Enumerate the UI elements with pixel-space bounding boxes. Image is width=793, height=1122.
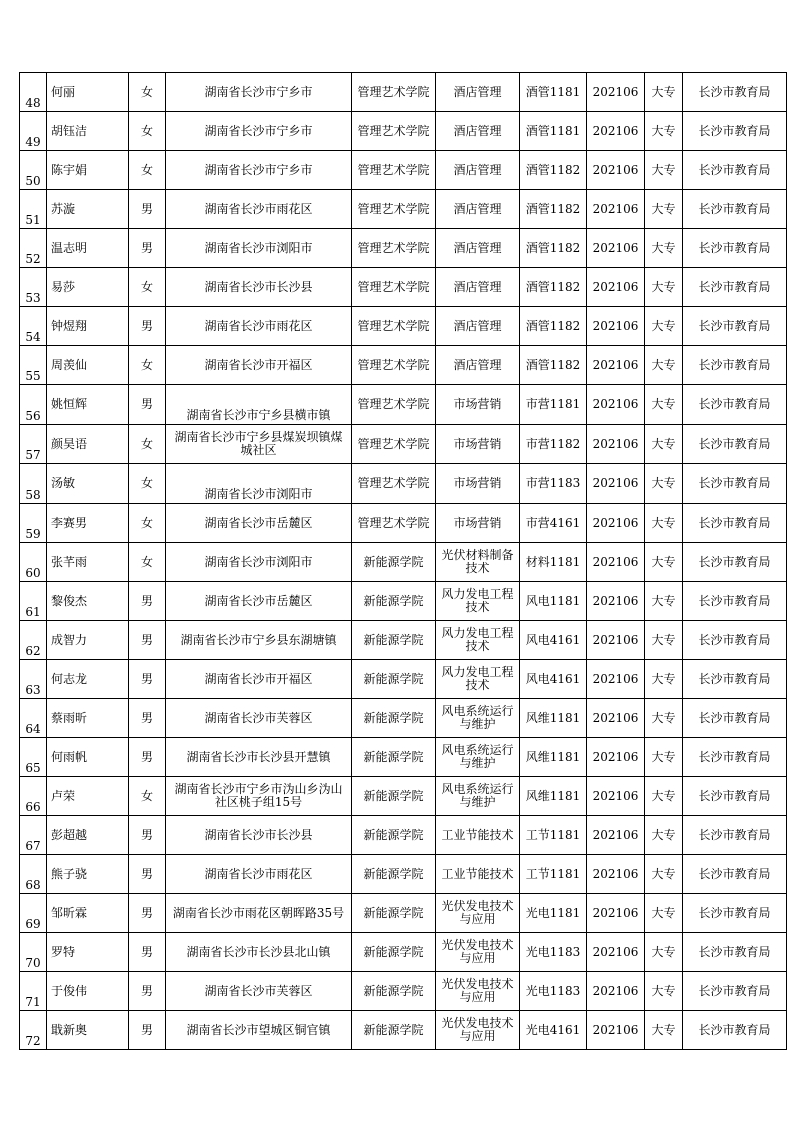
class-code-cell: 市营1182 xyxy=(520,425,587,464)
student-name-cell: 黎俊杰 xyxy=(47,582,129,621)
college-cell: 新能源学院 xyxy=(352,777,436,816)
college-cell: 管理艺术学院 xyxy=(352,385,436,425)
graduation-date-cell: 202106 xyxy=(587,777,645,816)
major-cell: 风力发电工程技术 xyxy=(436,582,520,621)
table-row xyxy=(20,151,787,190)
gender-cell: 男 xyxy=(129,855,166,894)
graduation-date-cell: 202106 xyxy=(587,933,645,972)
destination-cell: 长沙市教育局 xyxy=(683,972,787,1011)
gender-cell: 女 xyxy=(129,151,166,190)
major-cell: 酒店管理 xyxy=(436,73,520,112)
education-level-cell: 大专 xyxy=(645,933,683,972)
destination-cell: 长沙市教育局 xyxy=(683,268,787,307)
destination-cell: 长沙市教育局 xyxy=(683,464,787,504)
home-address-cell: 湖南省长沙市望城区铜官镇 xyxy=(166,1011,352,1050)
student-name-cell: 罗特 xyxy=(47,933,129,972)
student-name-cell: 姚恒辉 xyxy=(47,385,129,425)
table-row xyxy=(20,1011,787,1050)
row-number-cell: 49 xyxy=(20,112,47,151)
student-name-cell: 彭超越 xyxy=(47,816,129,855)
gender-cell: 男 xyxy=(129,582,166,621)
major-cell: 酒店管理 xyxy=(436,229,520,268)
major-cell: 光伏发电技术与应用 xyxy=(436,1011,520,1050)
gender-cell: 女 xyxy=(129,268,166,307)
gender-cell: 男 xyxy=(129,621,166,660)
college-cell: 管理艺术学院 xyxy=(352,346,436,385)
education-level-cell: 大专 xyxy=(645,464,683,504)
major-cell: 酒店管理 xyxy=(436,151,520,190)
major-cell: 酒店管理 xyxy=(436,190,520,229)
graduation-date-cell: 202106 xyxy=(587,816,645,855)
graduation-date-cell: 202106 xyxy=(587,190,645,229)
gender-cell: 男 xyxy=(129,933,166,972)
home-address-cell: 湖南省长沙市宁乡市 xyxy=(166,151,352,190)
student-name-cell: 易莎 xyxy=(47,268,129,307)
destination-cell: 长沙市教育局 xyxy=(683,151,787,190)
class-code-cell: 光电4161 xyxy=(520,1011,587,1050)
education-level-cell: 大专 xyxy=(645,894,683,933)
row-number-cell: 48 xyxy=(20,73,47,112)
education-level-cell: 大专 xyxy=(645,307,683,346)
row-number-cell: 64 xyxy=(20,699,47,738)
table-row xyxy=(20,894,787,933)
college-cell: 管理艺术学院 xyxy=(352,73,436,112)
table-row xyxy=(20,425,787,464)
gender-cell: 女 xyxy=(129,112,166,151)
class-code-cell: 风电4161 xyxy=(520,660,587,699)
destination-cell: 长沙市教育局 xyxy=(683,738,787,777)
home-address-cell: 湖南省长沙市浏阳市 xyxy=(166,543,352,582)
education-level-cell: 大专 xyxy=(645,543,683,582)
destination-cell: 长沙市教育局 xyxy=(683,1011,787,1050)
graduation-date-cell: 202106 xyxy=(587,268,645,307)
college-cell: 新能源学院 xyxy=(352,816,436,855)
gender-cell: 女 xyxy=(129,425,166,464)
education-level-cell: 大专 xyxy=(645,660,683,699)
major-cell: 风电系统运行与维护 xyxy=(436,738,520,777)
gender-cell: 男 xyxy=(129,1011,166,1050)
major-cell: 市场营销 xyxy=(436,504,520,543)
home-address-cell: 湖南省长沙市雨花区 xyxy=(166,307,352,346)
destination-cell: 长沙市教育局 xyxy=(683,777,787,816)
graduation-date-cell: 202106 xyxy=(587,582,645,621)
row-number-cell: 55 xyxy=(20,346,47,385)
graduation-date-cell: 202106 xyxy=(587,229,645,268)
destination-cell: 长沙市教育局 xyxy=(683,621,787,660)
table-row xyxy=(20,933,787,972)
destination-cell: 长沙市教育局 xyxy=(683,660,787,699)
education-level-cell: 大专 xyxy=(645,504,683,543)
table-row xyxy=(20,738,787,777)
class-code-cell: 酒管1182 xyxy=(520,151,587,190)
college-cell: 新能源学院 xyxy=(352,972,436,1011)
class-code-cell: 工节1181 xyxy=(520,855,587,894)
graduation-date-cell: 202106 xyxy=(587,464,645,504)
graduation-date-cell: 202106 xyxy=(587,972,645,1011)
home-address-cell: 湖南省长沙市雨花区朝晖路35号 xyxy=(166,894,352,933)
graduation-date-cell: 202106 xyxy=(587,543,645,582)
major-cell: 工业节能技术 xyxy=(436,816,520,855)
home-address-cell: 湖南省长沙市宁乡县横市镇 xyxy=(166,385,352,425)
college-cell: 新能源学院 xyxy=(352,660,436,699)
gender-cell: 男 xyxy=(129,660,166,699)
row-number-cell: 70 xyxy=(20,933,47,972)
gender-cell: 男 xyxy=(129,307,166,346)
student-name-cell: 何丽 xyxy=(47,73,129,112)
education-level-cell: 大专 xyxy=(645,855,683,894)
row-number-cell: 52 xyxy=(20,229,47,268)
student-name-cell: 李赛男 xyxy=(47,504,129,543)
student-name-cell: 周羡仙 xyxy=(47,346,129,385)
row-number-cell: 65 xyxy=(20,738,47,777)
major-cell: 光伏发电技术与应用 xyxy=(436,972,520,1011)
graduation-date-cell: 202106 xyxy=(587,660,645,699)
education-level-cell: 大专 xyxy=(645,268,683,307)
gender-cell: 男 xyxy=(129,738,166,777)
student-name-cell: 于俊伟 xyxy=(47,972,129,1011)
education-level-cell: 大专 xyxy=(645,1011,683,1050)
row-number-cell: 53 xyxy=(20,268,47,307)
destination-cell: 长沙市教育局 xyxy=(683,894,787,933)
table-row xyxy=(20,268,787,307)
student-name-cell: 何志龙 xyxy=(47,660,129,699)
class-code-cell: 酒管1182 xyxy=(520,229,587,268)
major-cell: 酒店管理 xyxy=(436,307,520,346)
home-address-cell: 湖南省长沙市雨花区 xyxy=(166,855,352,894)
class-code-cell: 市营4161 xyxy=(520,504,587,543)
destination-cell: 长沙市教育局 xyxy=(683,816,787,855)
college-cell: 管理艺术学院 xyxy=(352,112,436,151)
table-row xyxy=(20,543,787,582)
education-level-cell: 大专 xyxy=(645,73,683,112)
destination-cell: 长沙市教育局 xyxy=(683,504,787,543)
table-row xyxy=(20,385,787,425)
class-code-cell: 市营1181 xyxy=(520,385,587,425)
college-cell: 管理艺术学院 xyxy=(352,268,436,307)
class-code-cell: 风维1181 xyxy=(520,777,587,816)
destination-cell: 长沙市教育局 xyxy=(683,385,787,425)
class-code-cell: 酒管1182 xyxy=(520,307,587,346)
table-row xyxy=(20,699,787,738)
table-row xyxy=(20,73,787,112)
row-number-cell: 69 xyxy=(20,894,47,933)
student-name-cell: 邹昕霖 xyxy=(47,894,129,933)
destination-cell: 长沙市教育局 xyxy=(683,346,787,385)
gender-cell: 女 xyxy=(129,73,166,112)
college-cell: 新能源学院 xyxy=(352,855,436,894)
class-code-cell: 风电4161 xyxy=(520,621,587,660)
student-name-cell: 卢荣 xyxy=(47,777,129,816)
home-address-cell: 湖南省长沙市宁乡市 xyxy=(166,112,352,151)
graduation-date-cell: 202106 xyxy=(587,112,645,151)
education-level-cell: 大专 xyxy=(645,816,683,855)
education-level-cell: 大专 xyxy=(645,621,683,660)
row-number-cell: 60 xyxy=(20,543,47,582)
college-cell: 新能源学院 xyxy=(352,933,436,972)
table-row xyxy=(20,621,787,660)
destination-cell: 长沙市教育局 xyxy=(683,190,787,229)
gender-cell: 女 xyxy=(129,777,166,816)
graduation-date-cell: 202106 xyxy=(587,855,645,894)
student-name-cell: 蔡雨昕 xyxy=(47,699,129,738)
college-cell: 新能源学院 xyxy=(352,738,436,777)
gender-cell: 女 xyxy=(129,504,166,543)
home-address-cell: 湖南省长沙市宁乡县煤炭坝镇煤城社区 xyxy=(166,425,352,464)
student-name-cell: 汤敏 xyxy=(47,464,129,504)
table-row xyxy=(20,307,787,346)
home-address-cell: 湖南省长沙市芙蓉区 xyxy=(166,699,352,738)
graduation-date-cell: 202106 xyxy=(587,385,645,425)
row-number-cell: 50 xyxy=(20,151,47,190)
row-number-cell: 72 xyxy=(20,1011,47,1050)
row-number-cell: 63 xyxy=(20,660,47,699)
row-number-cell: 56 xyxy=(20,385,47,425)
college-cell: 管理艺术学院 xyxy=(352,307,436,346)
home-address-cell: 湖南省长沙市长沙县 xyxy=(166,816,352,855)
home-address-cell: 湖南省长沙市雨花区 xyxy=(166,190,352,229)
gender-cell: 男 xyxy=(129,894,166,933)
home-address-cell: 湖南省长沙市芙蓉区 xyxy=(166,972,352,1011)
graduation-date-cell: 202106 xyxy=(587,738,645,777)
education-level-cell: 大专 xyxy=(645,699,683,738)
education-level-cell: 大专 xyxy=(645,346,683,385)
college-cell: 管理艺术学院 xyxy=(352,504,436,543)
student-name-cell: 戢新奥 xyxy=(47,1011,129,1050)
graduation-date-cell: 202106 xyxy=(587,73,645,112)
graduation-date-cell: 202106 xyxy=(587,151,645,190)
college-cell: 管理艺术学院 xyxy=(352,464,436,504)
major-cell: 风电系统运行与维护 xyxy=(436,699,520,738)
gender-cell: 男 xyxy=(129,699,166,738)
destination-cell: 长沙市教育局 xyxy=(683,425,787,464)
college-cell: 新能源学院 xyxy=(352,543,436,582)
student-name-cell: 温志明 xyxy=(47,229,129,268)
row-number-cell: 61 xyxy=(20,582,47,621)
table-row xyxy=(20,777,787,816)
home-address-cell: 湖南省长沙市宁乡县东湖塘镇 xyxy=(166,621,352,660)
student-name-cell: 张芊雨 xyxy=(47,543,129,582)
graduation-date-cell: 202106 xyxy=(587,699,645,738)
table-row xyxy=(20,464,787,504)
table-row xyxy=(20,190,787,229)
student-name-cell: 苏漩 xyxy=(47,190,129,229)
class-code-cell: 酒管1181 xyxy=(520,73,587,112)
college-cell: 管理艺术学院 xyxy=(352,190,436,229)
home-address-cell: 湖南省长沙市开福区 xyxy=(166,660,352,699)
home-address-cell: 湖南省长沙市岳麓区 xyxy=(166,582,352,621)
college-cell: 管理艺术学院 xyxy=(352,229,436,268)
major-cell: 光伏发电技术与应用 xyxy=(436,933,520,972)
student-name-cell: 颜昊语 xyxy=(47,425,129,464)
education-level-cell: 大专 xyxy=(645,738,683,777)
major-cell: 酒店管理 xyxy=(436,112,520,151)
row-number-cell: 67 xyxy=(20,816,47,855)
college-cell: 管理艺术学院 xyxy=(352,425,436,464)
class-code-cell: 材料1181 xyxy=(520,543,587,582)
row-number-cell: 51 xyxy=(20,190,47,229)
gender-cell: 男 xyxy=(129,190,166,229)
college-cell: 管理艺术学院 xyxy=(352,151,436,190)
class-code-cell: 风维1181 xyxy=(520,738,587,777)
major-cell: 风电系统运行与维护 xyxy=(436,777,520,816)
gender-cell: 男 xyxy=(129,385,166,425)
major-cell: 光伏材料制备技术 xyxy=(436,543,520,582)
table-row xyxy=(20,582,787,621)
class-code-cell: 酒管1182 xyxy=(520,346,587,385)
home-address-cell: 湖南省长沙市长沙县 xyxy=(166,268,352,307)
destination-cell: 长沙市教育局 xyxy=(683,543,787,582)
table-row xyxy=(20,229,787,268)
class-code-cell: 酒管1182 xyxy=(520,268,587,307)
student-table xyxy=(19,72,787,1050)
student-name-cell: 成智力 xyxy=(47,621,129,660)
destination-cell: 长沙市教育局 xyxy=(683,855,787,894)
table-row xyxy=(20,112,787,151)
college-cell: 新能源学院 xyxy=(352,582,436,621)
destination-cell: 长沙市教育局 xyxy=(683,112,787,151)
home-address-cell: 湖南省长沙市浏阳市 xyxy=(166,464,352,504)
destination-cell: 长沙市教育局 xyxy=(683,699,787,738)
home-address-cell: 湖南省长沙市宁乡市沩山乡沩山社区桃子组15号 xyxy=(166,777,352,816)
college-cell: 新能源学院 xyxy=(352,1011,436,1050)
education-level-cell: 大专 xyxy=(645,229,683,268)
education-level-cell: 大专 xyxy=(645,190,683,229)
gender-cell: 女 xyxy=(129,464,166,504)
student-name-cell: 钟煜翔 xyxy=(47,307,129,346)
student-name-cell: 熊子骁 xyxy=(47,855,129,894)
graduation-date-cell: 202106 xyxy=(587,504,645,543)
gender-cell: 男 xyxy=(129,972,166,1011)
home-address-cell: 湖南省长沙市长沙县北山镇 xyxy=(166,933,352,972)
major-cell: 风力发电工程技术 xyxy=(436,660,520,699)
home-address-cell: 湖南省长沙市开福区 xyxy=(166,346,352,385)
row-number-cell: 68 xyxy=(20,855,47,894)
table-row xyxy=(20,346,787,385)
education-level-cell: 大专 xyxy=(645,972,683,1011)
student-name-cell: 陈宇娟 xyxy=(47,151,129,190)
major-cell: 酒店管理 xyxy=(436,346,520,385)
graduation-date-cell: 202106 xyxy=(587,307,645,346)
class-code-cell: 酒管1181 xyxy=(520,112,587,151)
row-number-cell: 62 xyxy=(20,621,47,660)
education-level-cell: 大专 xyxy=(645,151,683,190)
graduation-date-cell: 202106 xyxy=(587,1011,645,1050)
table-row xyxy=(20,504,787,543)
education-level-cell: 大专 xyxy=(645,112,683,151)
destination-cell: 长沙市教育局 xyxy=(683,933,787,972)
major-cell: 市场营销 xyxy=(436,464,520,504)
major-cell: 风力发电工程技术 xyxy=(436,621,520,660)
class-code-cell: 市营1183 xyxy=(520,464,587,504)
class-code-cell: 酒管1182 xyxy=(520,190,587,229)
table-row xyxy=(20,660,787,699)
college-cell: 新能源学院 xyxy=(352,894,436,933)
table-row xyxy=(20,816,787,855)
class-code-cell: 光电1183 xyxy=(520,933,587,972)
row-number-cell: 71 xyxy=(20,972,47,1011)
table-row xyxy=(20,855,787,894)
destination-cell: 长沙市教育局 xyxy=(683,73,787,112)
college-cell: 新能源学院 xyxy=(352,621,436,660)
major-cell: 市场营销 xyxy=(436,425,520,464)
gender-cell: 男 xyxy=(129,229,166,268)
row-number-cell: 66 xyxy=(20,777,47,816)
graduation-date-cell: 202106 xyxy=(587,621,645,660)
education-level-cell: 大专 xyxy=(645,582,683,621)
table-row xyxy=(20,972,787,1011)
row-number-cell: 58 xyxy=(20,464,47,504)
destination-cell: 长沙市教育局 xyxy=(683,229,787,268)
major-cell: 光伏发电技术与应用 xyxy=(436,894,520,933)
education-level-cell: 大专 xyxy=(645,425,683,464)
gender-cell: 女 xyxy=(129,543,166,582)
row-number-cell: 59 xyxy=(20,504,47,543)
major-cell: 酒店管理 xyxy=(436,268,520,307)
class-code-cell: 风维1181 xyxy=(520,699,587,738)
graduation-date-cell: 202106 xyxy=(587,894,645,933)
class-code-cell: 光电1183 xyxy=(520,972,587,1011)
college-cell: 新能源学院 xyxy=(352,699,436,738)
major-cell: 市场营销 xyxy=(436,385,520,425)
home-address-cell: 湖南省长沙市浏阳市 xyxy=(166,229,352,268)
class-code-cell: 风电1181 xyxy=(520,582,587,621)
education-level-cell: 大专 xyxy=(645,777,683,816)
graduation-date-cell: 202106 xyxy=(587,346,645,385)
graduation-date-cell: 202106 xyxy=(587,425,645,464)
education-level-cell: 大专 xyxy=(645,385,683,425)
major-cell: 工业节能技术 xyxy=(436,855,520,894)
home-address-cell: 湖南省长沙市宁乡市 xyxy=(166,73,352,112)
gender-cell: 男 xyxy=(129,816,166,855)
student-name-cell: 何雨帆 xyxy=(47,738,129,777)
home-address-cell: 湖南省长沙市岳麓区 xyxy=(166,504,352,543)
row-number-cell: 54 xyxy=(20,307,47,346)
row-number-cell: 57 xyxy=(20,425,47,464)
gender-cell: 女 xyxy=(129,346,166,385)
class-code-cell: 光电1181 xyxy=(520,894,587,933)
destination-cell: 长沙市教育局 xyxy=(683,307,787,346)
destination-cell: 长沙市教育局 xyxy=(683,582,787,621)
home-address-cell: 湖南省长沙市长沙县开慧镇 xyxy=(166,738,352,777)
class-code-cell: 工节1181 xyxy=(520,816,587,855)
student-name-cell: 胡钰洁 xyxy=(47,112,129,151)
